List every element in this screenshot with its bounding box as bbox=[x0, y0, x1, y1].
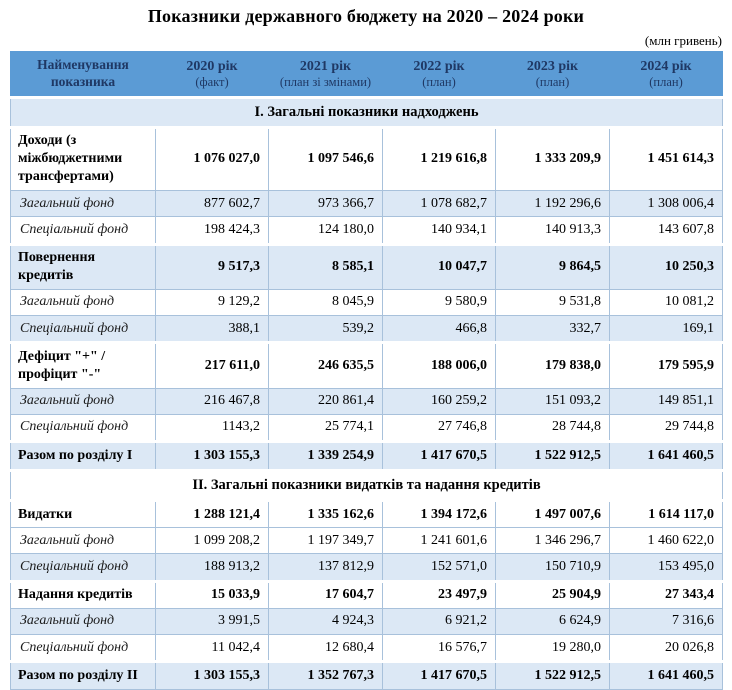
table-row-fund bbox=[11, 414, 723, 441]
indicator-name: Спеціальний фонд bbox=[11, 554, 156, 581]
value-cell: 1 497 007,6 bbox=[496, 501, 610, 528]
value-cell: 1 394 172,6 bbox=[383, 501, 496, 528]
value-cell: 1 097 546,6 bbox=[269, 127, 383, 191]
table-row-section bbox=[11, 471, 723, 501]
value-cell: 1 288 121,4 bbox=[156, 501, 269, 528]
value-cell: 198 424,3 bbox=[156, 217, 269, 244]
value-cell: 12 680,4 bbox=[269, 635, 383, 662]
value-cell: 10 250,3 bbox=[610, 244, 723, 289]
year-label: 2022 рік bbox=[413, 58, 465, 74]
value-cell: 9 580,9 bbox=[383, 289, 496, 315]
year-note: (факт) bbox=[195, 75, 229, 89]
value-cell: 7 316,6 bbox=[610, 608, 723, 634]
table-row-indicator bbox=[11, 343, 723, 388]
table-row-fund bbox=[11, 316, 723, 343]
table-row-fund bbox=[11, 608, 723, 634]
year-label: 2021 рік bbox=[299, 58, 352, 74]
value-cell: 11 042,4 bbox=[156, 635, 269, 662]
value-cell: 124 180,0 bbox=[269, 217, 383, 244]
value-cell: 28 744,8 bbox=[496, 414, 610, 441]
value-cell: 1 417 670,5 bbox=[383, 442, 496, 471]
year-note: (план) bbox=[535, 75, 570, 89]
value-cell: 16 576,7 bbox=[383, 635, 496, 662]
value-cell: 1 641 460,5 bbox=[610, 442, 723, 471]
year-note: (план) bbox=[649, 75, 683, 89]
value-cell: 17 604,7 bbox=[269, 581, 383, 608]
value-cell: 217 611,0 bbox=[156, 343, 269, 388]
value-cell: 179 838,0 bbox=[496, 343, 610, 388]
indicator-name: Разом по розділу І bbox=[11, 442, 156, 471]
value-cell: 1 522 912,5 bbox=[496, 662, 610, 690]
year-header-row bbox=[11, 52, 723, 98]
value-cell: 188 913,2 bbox=[156, 554, 269, 581]
value-cell: 1 241 601,6 bbox=[383, 528, 496, 554]
value-cell: 20 026,8 bbox=[610, 635, 723, 662]
table-row-indicator bbox=[11, 244, 723, 289]
value-cell: 179 595,9 bbox=[610, 343, 723, 388]
value-cell: 3 991,5 bbox=[156, 608, 269, 634]
value-cell: 10 047,7 bbox=[383, 244, 496, 289]
table-row-fund bbox=[11, 217, 723, 244]
value-cell: 216 467,8 bbox=[156, 388, 269, 414]
value-cell: 466,8 bbox=[383, 316, 496, 343]
value-cell: 9 864,5 bbox=[496, 244, 610, 289]
indicator-name: Загальний фонд bbox=[11, 608, 156, 634]
value-cell: 1 346 296,7 bbox=[496, 528, 610, 554]
col-header-indicator: Найменування показника bbox=[11, 52, 156, 98]
year-note: (план) bbox=[422, 75, 456, 89]
value-cell: 1 614 117,0 bbox=[610, 501, 723, 528]
table-row-fund bbox=[11, 554, 723, 581]
indicator-name: Дефіцит "+" / профіцит "-" bbox=[11, 343, 156, 388]
value-cell: 1 451 614,3 bbox=[610, 127, 723, 191]
value-cell: 973 366,7 bbox=[269, 191, 383, 217]
year-label: 2024 рік bbox=[640, 58, 692, 74]
table-row-fund bbox=[11, 289, 723, 315]
table-row-total bbox=[11, 442, 723, 471]
value-cell: 332,7 bbox=[496, 316, 610, 343]
value-cell: 153 495,0 bbox=[610, 554, 723, 581]
value-cell: 150 710,9 bbox=[496, 554, 610, 581]
value-cell: 9 531,8 bbox=[496, 289, 610, 315]
indicator-name: Доходи (з міжбюджетними трансфертами) bbox=[11, 127, 156, 191]
value-cell: 1 192 296,6 bbox=[496, 191, 610, 217]
value-cell: 19 280,0 bbox=[496, 635, 610, 662]
section-header: І. Загальні показники надходжень bbox=[11, 97, 723, 127]
value-cell: 1 078 682,7 bbox=[383, 191, 496, 217]
table-row-fund bbox=[11, 191, 723, 217]
value-cell: 140 934,1 bbox=[383, 217, 496, 244]
value-cell: 15 033,9 bbox=[156, 581, 269, 608]
value-cell: 1 303 155,3 bbox=[156, 442, 269, 471]
value-cell: 1 303 155,3 bbox=[156, 662, 269, 690]
table-row-section bbox=[11, 97, 723, 127]
col-header-year bbox=[269, 52, 383, 98]
col-header-year bbox=[496, 52, 610, 98]
value-cell: 388,1 bbox=[156, 316, 269, 343]
value-cell: 25 904,9 bbox=[496, 581, 610, 608]
unit-note: (млн гривень) bbox=[644, 33, 722, 48]
indicator-name: Повернення кредитів bbox=[11, 244, 156, 289]
value-cell: 6 921,2 bbox=[383, 608, 496, 634]
indicator-name: Загальний фонд bbox=[11, 191, 156, 217]
value-cell: 539,2 bbox=[269, 316, 383, 343]
value-cell: 246 635,5 bbox=[269, 343, 383, 388]
value-cell: 1 352 767,3 bbox=[269, 662, 383, 690]
table-row-indicator bbox=[11, 581, 723, 608]
value-cell: 4 924,3 bbox=[269, 608, 383, 634]
value-cell: 1 308 006,4 bbox=[610, 191, 723, 217]
value-cell: 23 497,9 bbox=[383, 581, 496, 608]
indicator-name: Загальний фонд bbox=[11, 388, 156, 414]
value-cell: 169,1 bbox=[610, 316, 723, 343]
indicator-name: Спеціальний фонд bbox=[11, 217, 156, 244]
indicator-name: Спеціальний фонд bbox=[11, 414, 156, 441]
value-cell: 1 522 912,5 bbox=[496, 442, 610, 471]
value-cell: 143 607,8 bbox=[610, 217, 723, 244]
indicator-name: Спеціальний фонд bbox=[11, 635, 156, 662]
value-cell: 8 045,9 bbox=[269, 289, 383, 315]
indicator-name: Видатки bbox=[11, 501, 156, 528]
budget-table bbox=[10, 51, 723, 690]
value-cell: 9 517,3 bbox=[156, 244, 269, 289]
col-header-year bbox=[156, 52, 269, 98]
table-row-fund bbox=[11, 388, 723, 414]
indicator-name: Надання кредитів bbox=[11, 581, 156, 608]
value-cell: 1 641 460,5 bbox=[610, 662, 723, 690]
value-cell: 1143,2 bbox=[156, 414, 269, 441]
value-cell: 1 335 162,6 bbox=[269, 501, 383, 528]
indicator-name: Загальний фонд bbox=[11, 289, 156, 315]
col-header-year bbox=[383, 52, 496, 98]
value-cell: 188 006,0 bbox=[383, 343, 496, 388]
table-body bbox=[11, 97, 723, 690]
year-note: (план зі змінами) bbox=[279, 75, 372, 89]
value-cell: 1 339 254,9 bbox=[269, 442, 383, 471]
table-row-total bbox=[11, 662, 723, 690]
value-cell: 149 851,1 bbox=[610, 388, 723, 414]
table-row-indicator bbox=[11, 501, 723, 528]
value-cell: 151 093,2 bbox=[496, 388, 610, 414]
value-cell: 1 417 670,5 bbox=[383, 662, 496, 690]
value-cell: 1 219 616,8 bbox=[383, 127, 496, 191]
value-cell: 29 744,8 bbox=[610, 414, 723, 441]
value-cell: 8 585,1 bbox=[269, 244, 383, 289]
value-cell: 1 333 209,9 bbox=[496, 127, 610, 191]
value-cell: 27 343,4 bbox=[610, 581, 723, 608]
value-cell: 877 602,7 bbox=[156, 191, 269, 217]
section-header: ІІ. Загальні показники видатків та надання кредитів bbox=[11, 471, 723, 501]
value-cell: 10 081,2 bbox=[610, 289, 723, 315]
table-row-fund bbox=[11, 528, 723, 554]
page-title: Показники державного бюджету на 2020 – 2024 роки bbox=[147, 6, 585, 26]
value-cell: 137 812,9 bbox=[269, 554, 383, 581]
value-cell: 152 571,0 bbox=[383, 554, 496, 581]
value-cell: 27 746,8 bbox=[383, 414, 496, 441]
year-label: 2020 рік bbox=[186, 58, 238, 74]
value-cell: 25 774,1 bbox=[269, 414, 383, 441]
col-header-year bbox=[610, 52, 723, 98]
value-cell: 1 197 349,7 bbox=[269, 528, 383, 554]
value-cell: 1 076 027,0 bbox=[156, 127, 269, 191]
indicator-name: Загальний фонд bbox=[11, 528, 156, 554]
year-label: 2023 рік bbox=[526, 58, 579, 74]
value-cell: 140 913,3 bbox=[496, 217, 610, 244]
indicator-name: Спеціальний фонд bbox=[11, 316, 156, 343]
value-cell: 160 259,2 bbox=[383, 388, 496, 414]
value-cell: 1 099 208,2 bbox=[156, 528, 269, 554]
value-cell: 9 129,2 bbox=[156, 289, 269, 315]
table-row-indicator bbox=[11, 127, 723, 191]
value-cell: 1 460 622,0 bbox=[610, 528, 723, 554]
indicator-name: Разом по розділу ІІ bbox=[11, 662, 156, 690]
table-row-fund bbox=[11, 635, 723, 662]
value-cell: 220 861,4 bbox=[269, 388, 383, 414]
value-cell: 6 624,9 bbox=[496, 608, 610, 634]
